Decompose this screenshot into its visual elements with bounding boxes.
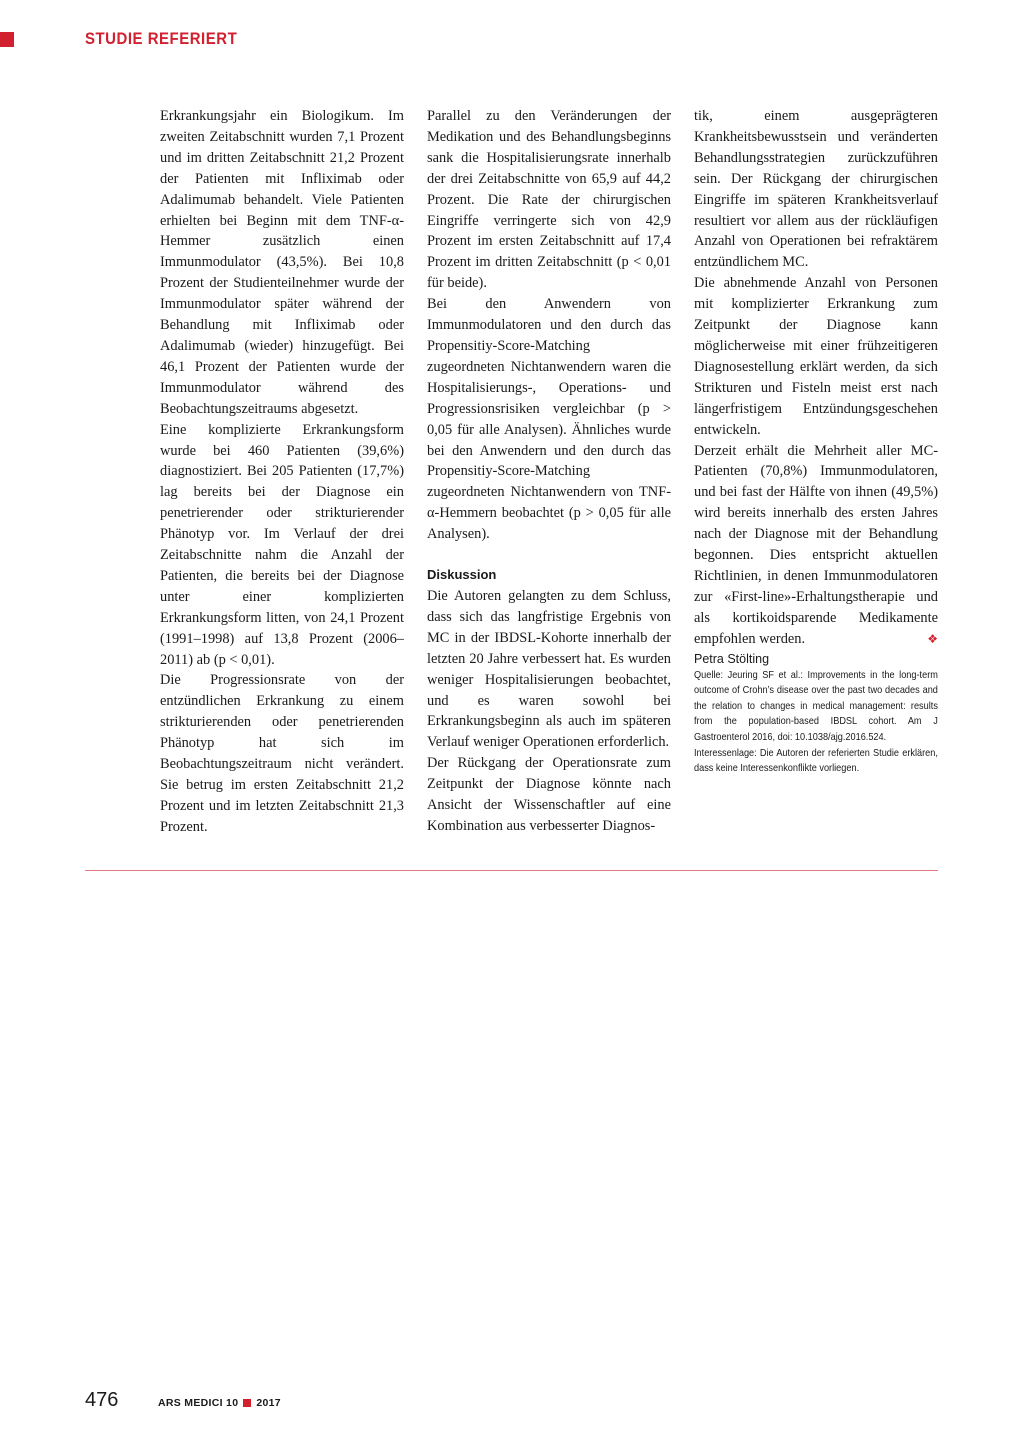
paragraph: Eine komplizierte Erkrankungsform wurde bei 460 Patienten (39,6%) diagnostiziert. Bei 205 Patienten (17,7%) lag bereits bei der Diagnose ein penetrierender oder strikturierender Phänotyp vor. Im Verlauf der drei Zeitabschnitte nahm die Anzahl der Patienten, die bereits bei der Diagnose unter einer komplizierten Erkrankungsform litten, von 24,1 Prozent (1991–1998) auf 13,8 Prozent (2006–2011) ab (p < 0,01). — [160, 421, 404, 668]
paragraph: tik, einem ausgeprägteren Krankheitsbewusstsein und veränderten Behandlungsstrategien zurückzuführen sein. Der Rückgang der chirurgischen Eingriffe im späteren Krankheitsverlauf resultiert vor allem aus der rückläufigen Anzahl von Operationen bei refraktärem entzündlichem MC. — [694, 108, 938, 271]
paragraph: Bei den Anwendern von Immunmodulatoren und den durch das Propensitiy-Score-Matching zugeordneten Nichtanwendern waren die Hospitalisierungs-, Operations- und Progressionsrisiken vergleichbar (p > 0,05 für alle Analysen). Ähnliches wurde bei den Anwendern und den durch das Propensitiy-Score-Matching zugeordneten Nichtanwendern von TNF-α-Hemmern beobachtet (p > 0,05 für alle Analysen). — [427, 296, 671, 543]
conflict-of-interest-note: Interessenlage: Die Autoren der referierten Studie erklären, dass keine Interessenkonflikte vorliegen. — [694, 747, 938, 775]
journal-year: 2017 — [256, 1397, 281, 1409]
journal-name: ARS MEDICI 10 — [158, 1397, 239, 1409]
text-column-1 — [160, 106, 404, 838]
paragraph: Die Autoren gelangten zu dem Schluss, dass sich das langfristige Ergebnis von MC in der IBDSL-Kohorte innerhalb der letzten 20 Jahre verbessert hat. Es wurden weniger Hospitalisierungen beobachtet, und es waren sowohl bei Erkrankungsbeginn als auch im späteren Verlauf weniger Operationen erforderlich. — [427, 588, 671, 751]
paragraph-text: Derzeit erhält die Mehrheit aller MC-Patienten (70,8%) Immunmodulatoren, und bei fast der Hälfte von ihnen (49,5%) wird bereits innerhalb des ersten Jahres nach der Diagnose mit der Behandlung begonnen. Dies entspricht aktuellen Richtlinien, in denen Immunmodulatoren zur «First-line»-Erhaltungstherapie und als kortikoidsparende Medikamente empfohlen werden. — [694, 442, 938, 647]
paragraph: Parallel zu den Veränderungen der Medikation und des Behandlungsbeginns sank die Hospitalisierungsrate innerhalb der drei Zeitabschnitte von 65,9 auf 44,2 Prozent. Die Rate der chirurgischen Eingriffe verringerte sich von 42,9 Prozent im ersten Zeitabschnitt auf 17,4 Prozent im dritten Zeitabschnitt (p < 0,01 für beide). — [427, 108, 671, 292]
section-heading: Diskussion — [427, 567, 497, 583]
section-label: STUDIE REFERIERT — [85, 29, 238, 48]
paragraph: Die Progressionsrate von der entzündlichen Erkrankung zu einem strikturierenden oder penetrierenden Phänotyp hat sich im Beobachtungszeitraum nicht verändert. Sie betrug im ersten Zeitabschnitt 21,2 Prozent und im letzten Zeitabschnitt 21,3 Prozent. — [160, 672, 404, 835]
text-column-2 — [427, 106, 671, 837]
paragraph: Die abnehmende Anzahl von Personen mit komplizierter Erkrankung zum Zeitpunkt der Diagnose kann möglicherweise mit einer frühzeitigeren Diagnosestellung erklärt werden, da sich Strikturen und Fisteln meist erst nach längerfristigem Entzündungsgeschehen entwickeln. — [694, 275, 938, 438]
section-divider — [85, 870, 938, 871]
page-number: 476 — [85, 1389, 119, 1411]
source-citation: Quelle: Jeuring SF et al.: Improvements in the long-term outcome of Crohn’s disease over the past two decades and the relation to changes in medical management: results from the population-based IBDSL cohort. Am J Gastroenterol 2016, doi: 10.1038/ajg.2016.524. — [694, 669, 938, 743]
paragraph — [694, 441, 938, 650]
paragraph: Der Rückgang der Operationsrate zum Zeitpunkt der Diagnose könnte nach Ansicht der Wissenschaftler auf eine Kombination aus verbesserter Diagnos- — [427, 755, 671, 834]
text-column-3 — [694, 106, 938, 777]
article-end-icon: ❖ — [927, 631, 938, 646]
author-name: Petra Stölting — [694, 651, 770, 666]
header-accent-square — [0, 32, 14, 47]
paragraph: Erkrankungsjahr ein Biologikum. Im zweiten Zeitabschnitt wurden 7,1 Prozent und im dritten Zeitabschnitt 21,2 Prozent der Patienten mit Infliximab oder Adalimumab behandelt. Viele Patienten erhielten bei Beginn mit dem TNF-α-Hemmer zusätzlich einen Immunmodulator (43,5%). Bei 10,8 Prozent der Studienteilnehmer wurde der Immunmodulator später während der Behandlung mit Infliximab oder Adalimumab (wieder) hinzugefügt. Bei 46,1 Prozent der Patienten wurde der Immunmodulator während des Beobachtungszeitraums abgesetzt. — [160, 108, 404, 417]
journal-info — [158, 1397, 281, 1409]
footer-accent-square — [243, 1399, 251, 1407]
